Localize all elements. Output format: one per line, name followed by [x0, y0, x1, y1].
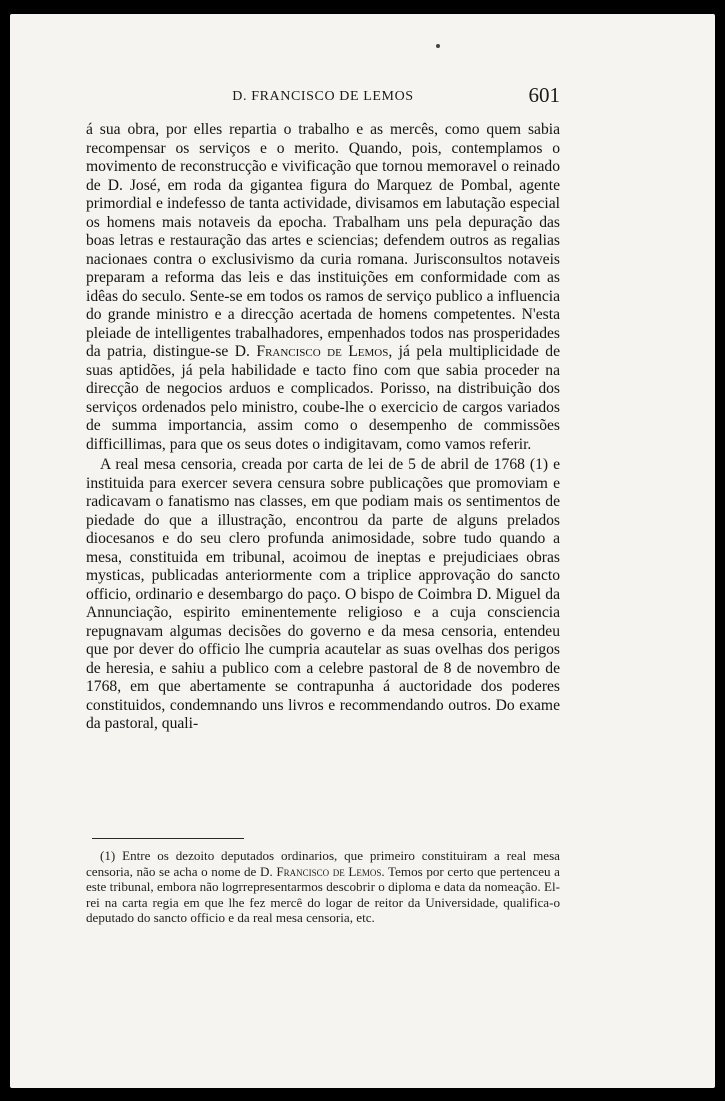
- paragraph-1: [86, 121, 560, 454]
- body-text: [86, 121, 560, 734]
- footnote-text-a: (1) Entre os dezoito deputados ordinarios, que primeiro constituiram a real mesa censoria, não se acha o nome de: [86, 848, 560, 879]
- running-head-title: D. FRANCISCO DE LEMOS: [232, 89, 414, 104]
- footnote: [86, 848, 560, 926]
- footnote-person-name: D. Francisco de Lemos.: [259, 863, 385, 879]
- person-name-small-caps: D. Francisco de Lemos: [234, 343, 389, 360]
- running-head: [86, 83, 560, 109]
- paragraph-2: A real mesa censoria, creada por carta de lei de 5 de abril de 1768 (1) e instituida para exercer severa censura sobre publicações que promoviam e radicavam o fanatismo nas classes, em que podiam mais os sentimentos de piedade do que a illustração, encontrou da parte de alguns prelados diocesanos e do seu clero profunda animosidade, sobre tudo quando a mesa, constituida em tribunal, acoimou de ineptas e prejudiciaes obras mysticas, publicadas anteriormente com a triplice approvação do sancto officio, ordinario e desembargo do paço. O bispo de Coimbra D. Miguel da Annunciação, espirito eminentemente religioso e a cuja consciencia repugnavam algumas decisões do governo e da mesa censoria, entendeu que por dever do officio lhe cumpria acautelar as suas ovelhas dos perigos de heresia, e sahiu a publico com a celebre pastoral de 8 de novembro de 1768, em que abertamente se contrapunha á auctoridade dos poderes constituidos, condemnando uns livros e recommendando outros. Do exame da pastoral, quali-: [86, 456, 560, 732]
- footnote-1: [86, 848, 560, 926]
- page-number: 601: [528, 83, 560, 107]
- ink-speck: [436, 44, 440, 48]
- footnote-rule: [92, 838, 244, 839]
- footnote-text-b: Temos por certo que pertenceu a este tribunal, embora não logrrepresentarmos descobrir o diploma e data da nomeação. El-rei na carta regia em que lhe fez mercê do logar de reitor da Universidade, qualifica-o deputado do sancto officio e da real mesa censoria, etc.: [86, 863, 560, 926]
- paragraph-1-text-a: á sua obra, por elles repartia o trabalho e as mercês, como quem sabia recompensar os serviços e o merito. Quando, pois, contemplamos o movimento de reconstrucção e vivificação que tornou memoravel o reinado de D. José, em roda da gigantea figura do Marquez de Pombal, agente primordial e indefesso de tanta actividade, divisamos em labutação especial os homens mais notaveis da epocha. Trabalham uns pela depuração das boas letras e restauração das artes e sciencias; defendem outros as regalias nacionaes contra o exclusivismo da curia romana. Jurisconsultos notaveis preparam a reforma das leis e das instituições em conformidade com as idêas do seculo. Sente-se em todos os ramos de serviço publico a influencia do grande ministro e a direcção acertada de homens competentes. N'esta pleiade de intelligentes trabalhadores, empenhados todos nas prosperidades da patria, distingue-se: [86, 121, 560, 360]
- paragraph-1-text-b: , já pela multiplicidade de suas aptidões, já pela habilidade e tacto fino com que sabia proceder na direcção de negocios arduos e complicados. Porisso, na distribuição dos serviços ordenados pelo ministro, coube-lhe o exercicio de cargos variados de summa importancia, assim como o desempenho de commissões difficillimas, para que os seus dotes o indigitavam, como vamos referir.: [86, 343, 560, 453]
